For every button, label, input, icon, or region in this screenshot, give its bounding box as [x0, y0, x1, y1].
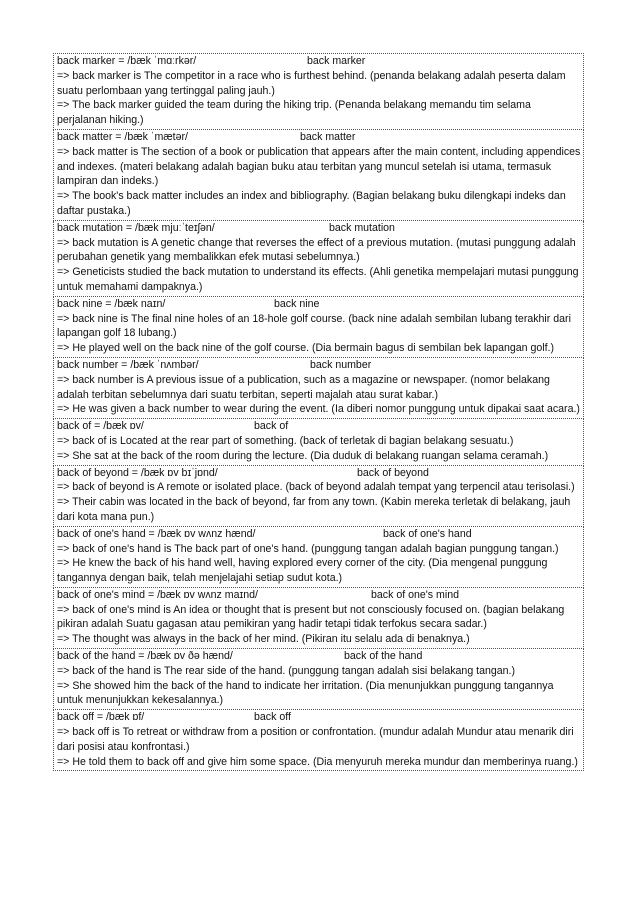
entry-word: back mutation — [329, 221, 395, 234]
entry-definition: => back marker is The competitor in a race who is furthest behind. (penanda belakang adalah peserta dalam suatu perlombaan yang tertinggal paling jauh.) — [57, 69, 566, 97]
entry-back-of-ones-mind — [53, 588, 584, 649]
entry-back-of-the-hand — [53, 649, 584, 710]
entry-definition: => back of is Located at the rear part of something. (back of terletak di bagian belakang sesuatu.) — [57, 434, 514, 447]
entry-example: => He knew the back of his hand well, having explored every corner of the city. (Dia mengenal punggung tangannya dengan baik, telah menjelajahi setiap sudut kota.) — [57, 557, 548, 585]
entry-back-matter — [53, 130, 584, 221]
entry-word: back of — [254, 420, 289, 433]
entry-term: back of one's hand = /bæk ɒv wʌnz hænd/ — [57, 527, 256, 540]
entry-definition: => back nine is The final nine holes of an 18-hole golf course. (back nine adalah sembilan lubang terakhir dari lapangan golf 18 lubang.) — [57, 312, 571, 340]
entry-definition: => back off is To retreat or withdraw from a position or confrontation. (mundur adalah Mundur atau menarik diri dari posisi atau konfrontasi.) — [57, 726, 574, 753]
entry-back-marker — [53, 53, 584, 130]
entry-heading — [57, 710, 581, 725]
entry-heading — [57, 358, 581, 373]
entry-heading — [57, 527, 581, 542]
entry-definition: => back of one's hand is The back part of one's hand. (punggung tangan adalah bagian punggung tangan.) — [57, 542, 559, 555]
entry-term: back mutation = /bæk mjuːˈteɪʃən/ — [57, 221, 215, 234]
entry-example: => She showed him the back of the hand to indicate her irritation. (Dia menunjukkan punggung tangannya untuk menunjukkan kekesalannya.) — [57, 679, 554, 707]
entry-term: back number = /bæk ˈnʌmbər/ — [57, 358, 199, 371]
entry-term: back marker = /bæk ˈmɑːrkər/ — [57, 55, 197, 67]
entry-definition: => back number is A previous issue of a publication, such as a magazine or newspaper. (nomor belakang adalah terbitan sebelumnya dari suatu terbitan, seperti majalah atau surat kabar.) — [57, 373, 550, 401]
entry-example: => The back marker guided the team during the hiking trip. (Penanda belakang memandu tim selama perjalanan hiking.) — [57, 99, 531, 127]
entry-heading — [57, 130, 581, 145]
entry-word: back of beyond — [357, 466, 429, 479]
entry-term: back matter = /bæk ˈmætər/ — [57, 130, 188, 143]
entry-term: back nine = /bæk naɪn/ — [57, 297, 166, 310]
entry-term: back of = /bæk ɒv/ — [57, 420, 144, 433]
entry-back-of — [53, 419, 584, 465]
entry-term: back off = /bæk ɒf/ — [57, 711, 145, 724]
entry-example: => He told them to back off and give him some space. (Dia menyuruh mereka mundur dan memberinya ruang.) — [57, 755, 578, 768]
entry-example: => Their cabin was located in the back of beyond, far from any town. (Kabin mereka terletak di belakang, jauh dari kota mana pun.) — [57, 496, 571, 523]
entry-word: back marker — [307, 55, 366, 67]
entry-example: => Geneticists studied the back mutation to understand its effects. (Ahli genetika mempelajari mutasi punggung untuk memahami dampaknya.) — [57, 266, 579, 293]
entry-heading — [57, 419, 581, 434]
entry-word: back number — [310, 358, 372, 371]
entry-term: back of the hand = /bæk ɒv ðə hænd/ — [57, 650, 233, 663]
entry-word: back matter — [300, 130, 356, 143]
entry-heading — [57, 466, 581, 481]
entry-back-nine — [53, 297, 584, 358]
entry-example: => He was given a back number to wear during the event. (Ia diberi nomor punggung untuk dipakai saat acara.) — [57, 403, 580, 416]
entry-word: back off — [254, 711, 291, 724]
entry-example: => He played well on the back nine of the golf course. (Dia bermain bagus di sembilan bek lapangan golf.) — [57, 342, 555, 355]
entry-back-of-ones-hand — [53, 527, 584, 588]
entry-heading — [57, 297, 581, 312]
entry-word: back of one's mind — [371, 588, 459, 601]
entry-back-mutation — [53, 221, 584, 297]
entry-heading — [57, 54, 581, 69]
entry-word: back of one's hand — [383, 527, 472, 540]
entry-heading — [57, 588, 581, 603]
entry-word: back nine — [274, 297, 320, 310]
entry-word: back of the hand — [344, 650, 423, 663]
entry-definition: => back of the hand is The rear side of the hand. (punggung tangan adalah sisi belakang tangan.) — [57, 664, 516, 677]
entry-term: back of one's mind = /bæk ɒv wʌnz maɪnd/ — [57, 588, 258, 601]
entry-definition: => back mutation is A genetic change that reverses the effect of a previous mutation. (mutasi punggung adalah perubahan genetik yang membalikkan efek mutasi sebelumnya.) — [57, 236, 576, 264]
glossary-page — [53, 53, 584, 771]
entry-heading — [57, 649, 581, 664]
entry-example: => The thought was always in the back of her mind. (Pikiran itu selalu ada di benaknya.) — [57, 633, 470, 646]
entry-back-number — [53, 358, 584, 419]
entry-example: => She sat at the back of the room during the lecture. (Dia duduk di belakang ruangan selama ceramah.) — [57, 449, 549, 462]
entry-back-of-beyond — [53, 466, 584, 527]
entry-example: => The book's back matter includes an index and bibliography. (Bagian belakang buku dilengkapi indeks dan daftar pustaka.) — [57, 190, 566, 217]
entry-definition: => back of beyond is A remote or isolated place. (back of beyond adalah tempat yang terpencil atau terisolasi.) — [57, 481, 575, 494]
entry-term: back of beyond = /bæk ɒv bɪˈjɒnd/ — [57, 466, 218, 479]
entry-definition: => back matter is The section of a book or publication that appears after the main content, including appendices and indexes. (materi belakang adalah bagian buku atau terbitan yang muncul setelah isi utama, termasuk lampiran dan indeks.) — [57, 145, 581, 188]
entry-definition: => back of one's mind is An idea or thought that is present but not consciously focused on. (bagian belakang pikiran adalah Suatu gagasan atau pemikiran yang hadir tetapi tidak terfokus secara sadar.) — [57, 603, 565, 631]
entry-back-off — [53, 710, 584, 771]
entry-heading — [57, 221, 581, 236]
